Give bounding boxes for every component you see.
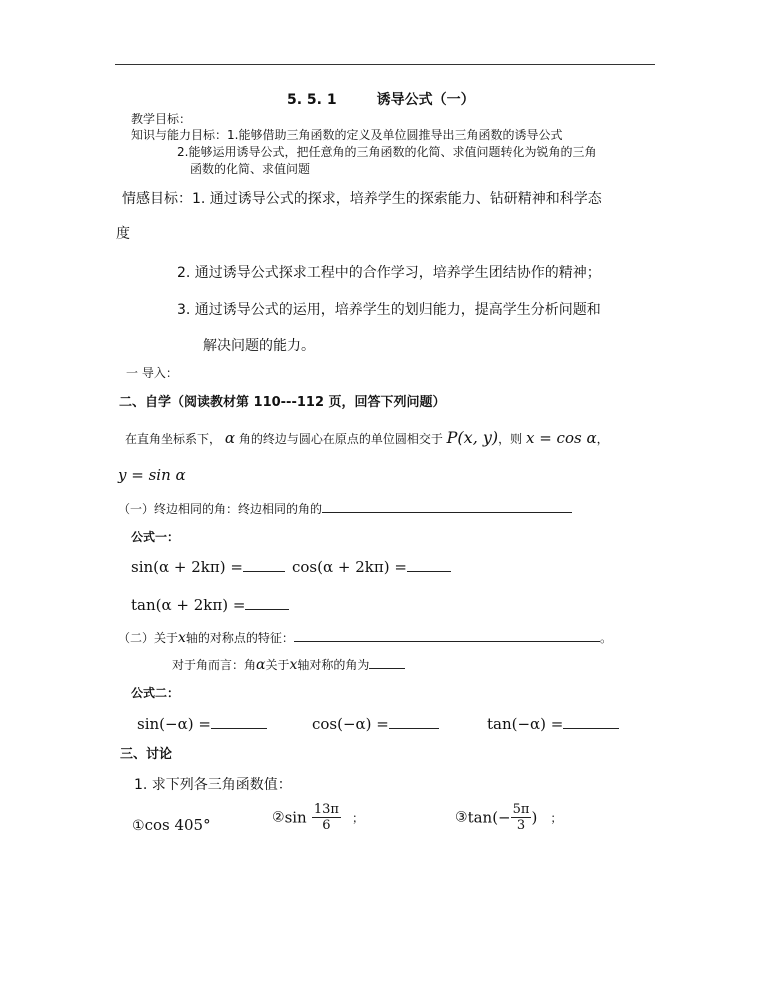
intro-heading: 一 导入： <box>126 366 178 380</box>
alpha-symbol: α <box>224 429 235 447</box>
goal-emotion-2: 2. 通过诱导公式探求工程中的合作学习，培养学生团结协作的精神； <box>177 265 601 281</box>
expr-cos405: cos 405° <box>144 816 211 834</box>
item-2: ②sin $\frac{13\pi}{6}$ ； <box>272 802 365 833</box>
formula-2-heading: 公式二： <box>131 686 180 700</box>
blank-line[interactable] <box>389 717 439 729</box>
goal-emotion-3-cont: 解决问题的能力。 <box>203 338 315 354</box>
part1-label: （一）终边相同的角：终边相同的角的 <box>118 500 572 517</box>
blank-line[interactable] <box>322 501 572 513</box>
blank-line[interactable] <box>245 598 289 610</box>
item-1: ①cos 405° <box>132 816 211 834</box>
formula-1-cos: cos(α + 2kπ) = <box>292 558 451 576</box>
x-equation: x = cos α <box>525 429 597 447</box>
self-study-line-1: 在直角坐标系下， α 角的终边与圆心在原点的单位圆相交于 P(x, y)，则 x = cos α， <box>125 428 609 447</box>
goal-knowledge-2: 2.能够运用诱导公式，把任意角的三角函数的化简、求值问题转化为锐角的三角 <box>177 145 597 159</box>
goal-emotion-1-cont: 度 <box>116 226 130 242</box>
discussion-heading: 三、讨论 <box>120 747 173 762</box>
blank-line[interactable] <box>563 717 619 729</box>
goal-knowledge: 知识与能力目标：1.能够借助三角函数的定义及单位圆推导出三角函数的诱导公式 <box>131 128 563 142</box>
formula-1-heading: 公式一： <box>131 530 180 544</box>
formula-2-tan: tan(−α) = <box>487 715 619 733</box>
formula-1-tan: tan(α + 2kπ) = <box>131 596 289 614</box>
part2-label: （二）关于x轴的对称点的特征： 。 <box>118 630 612 646</box>
formula-2-cos: cos(−α) = <box>312 715 439 733</box>
title-number: 5. 5. 1 <box>287 92 337 108</box>
formula-2-sin: sin(−α) = <box>137 715 267 733</box>
goal-emotion-1: 情感目标：1. 通过诱导公式的探求，培养学生的探索能力、钻研精神和科学态 <box>122 191 602 207</box>
page-title <box>287 89 475 109</box>
goal-emotion-3: 3. 通过诱导公式的运用，培养学生的划归能力，提高学生分析问题和 <box>177 302 601 318</box>
blank-line[interactable] <box>243 560 285 572</box>
blank-line[interactable] <box>369 657 405 669</box>
fraction-13pi-6: $\frac{13\pi}{6}$ <box>313 802 339 833</box>
goal-knowledge-2-cont: 函数的化简、求值问题 <box>190 162 311 176</box>
item-3: ③tan(− $\frac{5\pi}{3}$ ) ； <box>455 802 563 833</box>
question-1: 1. 求下列各三角函数值： <box>134 777 292 793</box>
title-name: 诱导公式（一） <box>376 92 475 108</box>
blank-line[interactable] <box>294 630 600 642</box>
y-equation: y = sin α <box>118 466 186 484</box>
header-rule <box>115 64 655 65</box>
goals-heading: 教学目标： <box>131 112 192 126</box>
self-study-heading: 二、自学（阅读教材第 110---112 页，回答下列问题） <box>119 395 446 410</box>
formula-1-sin: sin(α + 2kπ) = <box>131 558 285 576</box>
part2-angle-line: 对于角而言：角α关于x轴对称的角为 <box>172 656 405 673</box>
blank-line[interactable] <box>407 560 451 572</box>
point-p: P(x, y) <box>446 428 499 447</box>
fraction-5pi-3: $\frac{5\pi}{3}$ <box>512 802 530 833</box>
blank-line[interactable] <box>211 717 267 729</box>
